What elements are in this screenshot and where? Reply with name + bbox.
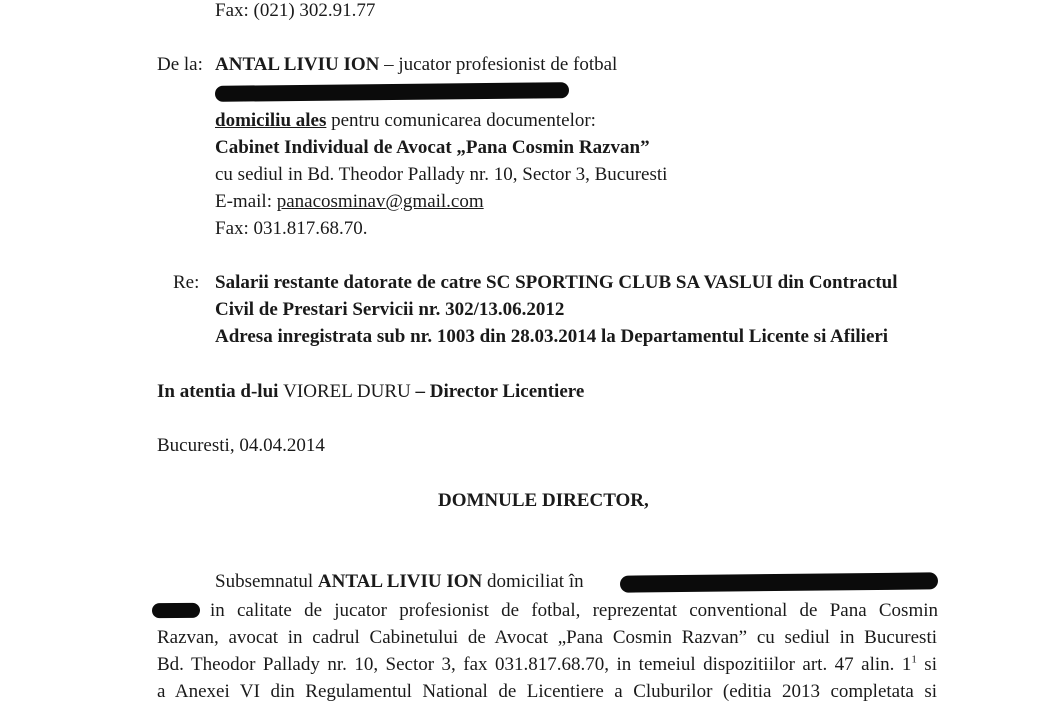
body-after-name: domiciliat în: [482, 571, 584, 592]
sender-role: – jucator profesionist de fotbal: [379, 54, 618, 75]
place-date: Bucuresti, 04.04.2014: [157, 435, 325, 456]
office-fax: Fax: 031.817.68.70.: [215, 218, 368, 239]
body-line-2: in calitate de jucator profesionist de fotbal, reprezentat conventional de Pana Cosmin: [210, 600, 938, 621]
re-line-1: Salarii restante datorate de catre SC SPORTING CLUB SA VASLUI din Contractul: [215, 272, 898, 293]
attention-prefix: In atentia d-lui: [157, 381, 284, 402]
body-line-3: Razvan, avocat in cadrul Cabinetului de Avocat „Pana Cosmin Razvan” cu sediul in Bucuresti: [157, 627, 937, 648]
body-line-4-text: Bd. Theodor Pallady nr. 10, Sector 3, fax 031.817.68.70, in temeiul dispozitiilor art. 47 alin. 1: [157, 654, 912, 675]
re-line-3: Adresa inregistrata sub nr. 1003 din 28.03.2014 la Departamentul Licente si Afilieri: [215, 326, 889, 347]
attention-line: [157, 380, 584, 404]
domicile-label: domiciliu ales: [215, 110, 327, 131]
from-label: De la:: [157, 54, 203, 75]
attention-name: VIOREL DURU: [283, 381, 411, 402]
email-label: E-mail:: [215, 191, 277, 212]
from-line: [215, 53, 617, 77]
re-line-2: Civil de Prestari Servicii nr. 302/13.06.2012: [215, 299, 565, 320]
body-start: Subsemnatul: [215, 571, 318, 592]
email-line: [215, 190, 484, 214]
law-office-name: Cabinet Individual de Avocat „Pana Cosmin Razvan”: [215, 137, 650, 158]
redaction-bar: [152, 603, 200, 619]
domicile-line: [215, 109, 596, 133]
body-line-4-sup: 1: [911, 653, 917, 666]
sender-name: ANTAL LIVIU ION: [215, 54, 380, 75]
body-line-5: a Anexei VI din Regulamentul National de Licentiere a Cluburilor (editia 2013 completata si: [157, 681, 937, 702]
re-label: Re:: [173, 272, 200, 293]
body-name: ANTAL LIVIU ION: [317, 571, 483, 592]
attention-suffix: – Director Licentiere: [410, 381, 585, 402]
salutation: DOMNULE DIRECTOR,: [438, 490, 649, 511]
office-address: cu sediul in Bd. Theodor Pallady nr. 10, Sector 3, Bucuresti: [215, 164, 668, 185]
redaction-bar: [620, 572, 938, 592]
redaction-bar: [215, 82, 569, 102]
header-fax: Fax: (021) 302.91.77: [215, 0, 376, 21]
body-line-1: [215, 570, 584, 594]
domicile-rest: pentru comunicarea documentelor:: [326, 110, 596, 131]
body-line-4-end: si: [916, 654, 937, 675]
body-line-4: [157, 651, 937, 679]
email-link[interactable]: panacosminav@gmail.com: [276, 191, 484, 212]
